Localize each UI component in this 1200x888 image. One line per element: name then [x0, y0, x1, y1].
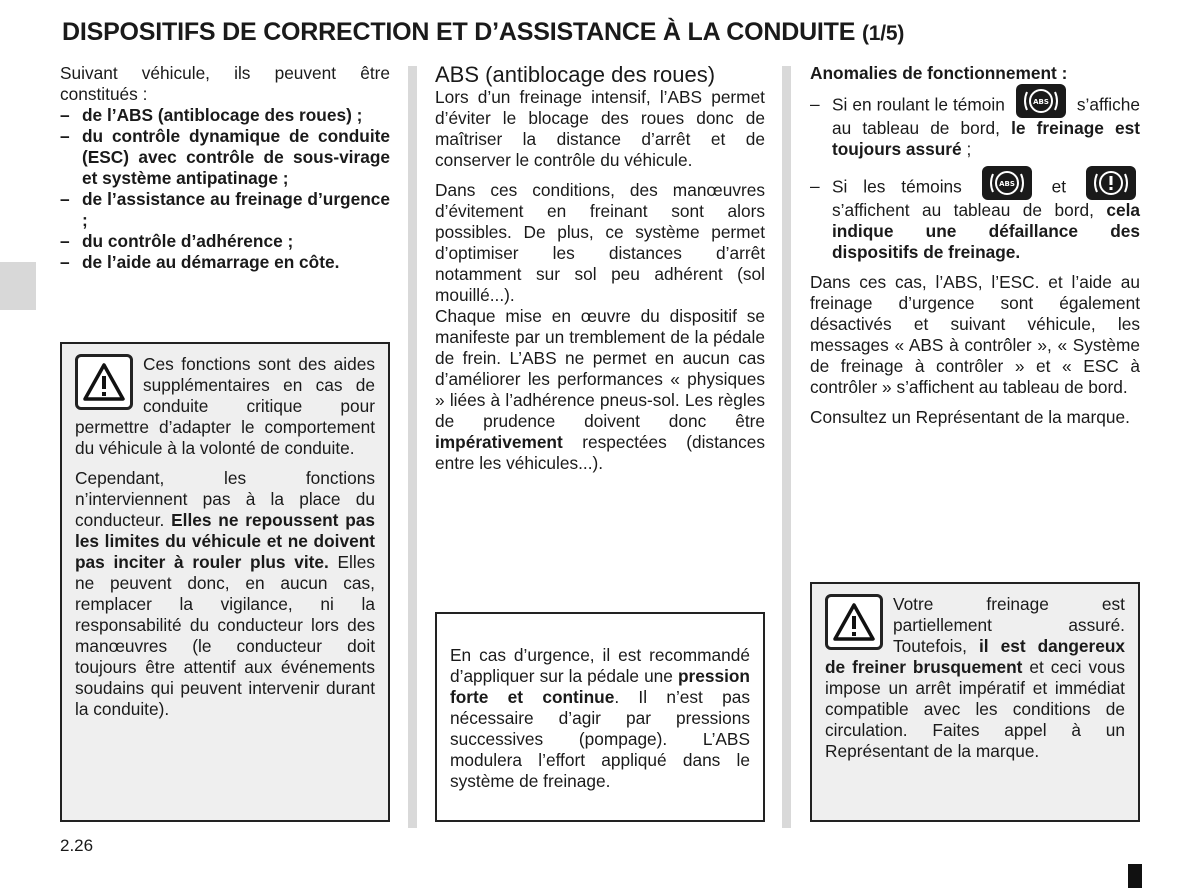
right-column — [810, 63, 1140, 428]
note-text — [450, 645, 750, 792]
warning-icon — [825, 594, 883, 650]
abs-text-2: Dans ces conditions, des manœuvres d’évitement en freinant sont alors possibles. De plus, ce système permet d’optimiser les distances d’arrêt notamment sur sol peu adhérent (sol mouillé...). — [435, 180, 765, 305]
anomaly-item-2 — [810, 176, 1140, 263]
anomaly-1-c: ; — [966, 139, 972, 159]
page-title — [62, 18, 904, 47]
right-text-1: Dans ces cas, l’ABS, l’ESC. et l’aide au freinage d’urgence sont également désactivés et suivant véhicule, les messages « ABS à contrôler », « Système de freinage à contrôler » et « ESC à contrôler » s’affichent au tableau de bord. — [810, 272, 1140, 397]
abs-warning-lamp-icon — [982, 166, 1032, 200]
anomaly-2-b: s’affichent au tableau de bord, — [832, 200, 1094, 220]
warning-text-2b: Elles ne peuvent donc, en aucun cas, remplacer la vigilance, ni la responsabilité du conducteur lors des manœuvres (le conducteur doit toujours être attentif aux événements soudains qui peuvent intervenir durant la conduite). — [75, 552, 375, 719]
page-number: 2.26 — [60, 836, 94, 855]
anomaly-2-a: Si les témoins — [832, 176, 962, 197]
abs-heading: ABS (antiblocage des roues) — [435, 62, 716, 87]
note-text-a: En cas d’urgence, il est recommandé d’appliquer sur la pédale une — [450, 645, 750, 686]
section-tab — [0, 262, 36, 310]
note-text-b: . Il n’est pas nécessaire d’agir par pressions successives (pompage). L’ABS modulera l’effort appliqué dans le système de freinage. — [450, 687, 750, 791]
right-warning-a: Votre freinage est partiellement assuré. Toutefois, — [893, 594, 1125, 656]
list-item: – de l’assistance au freinage d’urgence ; — [60, 189, 390, 231]
left-warning-box — [60, 342, 390, 822]
anomaly-2-bold: cela indique une défaillance des dispositifs de freinage. — [832, 200, 1140, 262]
warning-text-2a: Cependant, les fonctions n’interviennent pas à la place du conducteur. — [75, 468, 375, 530]
anomaly-1-a: Si en roulant le témoin — [832, 94, 1005, 115]
abs-text-3-bold: impérativement — [435, 432, 563, 452]
dash: – — [810, 94, 820, 114]
warning-text-2 — [75, 468, 375, 720]
list-item: – de l’ABS (antiblocage des roues) ; — [60, 105, 390, 126]
right-warning-b: et ceci vous impose un arrêt impératif et immédiat compatible avec les conditions de circulation. Faites appel à un Représentant de la marque. — [825, 657, 1126, 761]
abs-text-3 — [435, 306, 765, 474]
middle-note-box — [435, 612, 765, 822]
intro-text: Suivant véhicule, ils peuvent être constitués : — [60, 63, 390, 104]
middle-column — [435, 63, 765, 474]
right-warning-bold: il est dangereux de freiner brusquement — [825, 636, 1125, 677]
anomaly-2-and: et — [1051, 176, 1067, 197]
list-item: – du contrôle dynamique de conduite (ESC) avec contrôle de sous-virage et système antipatinage ; — [60, 126, 390, 189]
anomaly-1-bold: le freinage est toujours assuré — [832, 118, 1140, 159]
abs-text-1: Lors d’un freinage intensif, l’ABS permet d’éviter le blocage des roues donc de maîtriser la distance d’arrêt et de conserver le contrôle du véhicule. — [435, 87, 765, 170]
warning-text-1: Ces fonctions sont des aides supplémentaires en cas de conduite critique pour permettre d’adapter le comportement du véhicule à la volonté de conduite. — [75, 354, 375, 458]
note-text-bold: pression forte et continue — [450, 666, 750, 707]
device-list — [60, 105, 390, 273]
anomaly-1-b: s’affiche au tableau de bord, — [832, 94, 1140, 138]
page-corner-mark — [1128, 864, 1142, 888]
brake-warning-lamp-icon — [1086, 166, 1136, 200]
right-warning-box — [810, 582, 1140, 822]
abs-text-3b: respectées (distances entre les véhicules...). — [435, 432, 765, 473]
title-text: DISPOSITIFS DE CORRECTION ET D’ASSISTANCE À LA CONDUITE — [62, 18, 856, 46]
title-part: (1/5) — [861, 22, 905, 45]
left-column — [60, 63, 390, 273]
dash: – — [810, 176, 820, 196]
column-divider-right — [782, 66, 791, 828]
svg-text:ABS: ABS — [1032, 98, 1049, 106]
list-item: – de l’aide au démarrage en côte. — [60, 252, 390, 273]
warning-text-2-bold: Elles ne repoussent pas les limites du véhicule et ne doivent pas inciter à rouler plus vite. — [75, 510, 375, 572]
list-item: – du contrôle d’adhérence ; — [60, 231, 390, 252]
anomalies-heading: Anomalies de fonctionnement : — [810, 63, 1068, 83]
right-text-2: Consultez un Représentant de la marque. — [810, 407, 1130, 427]
svg-text:ABS: ABS — [998, 180, 1015, 188]
abs-warning-lamp-icon — [1016, 84, 1066, 118]
abs-text-3a: Chaque mise en œuvre du dispositif se manifeste par un tremblement de la pédale de frein. L’ABS ne permet en aucun cas d’améliorer les performances « physiques » liées à l’adhérence pneus-sol. Les règles de prudence doivent donc être — [435, 306, 765, 431]
column-divider-left — [408, 66, 417, 828]
warning-icon — [75, 354, 133, 410]
anomaly-item-1 — [810, 94, 1140, 160]
